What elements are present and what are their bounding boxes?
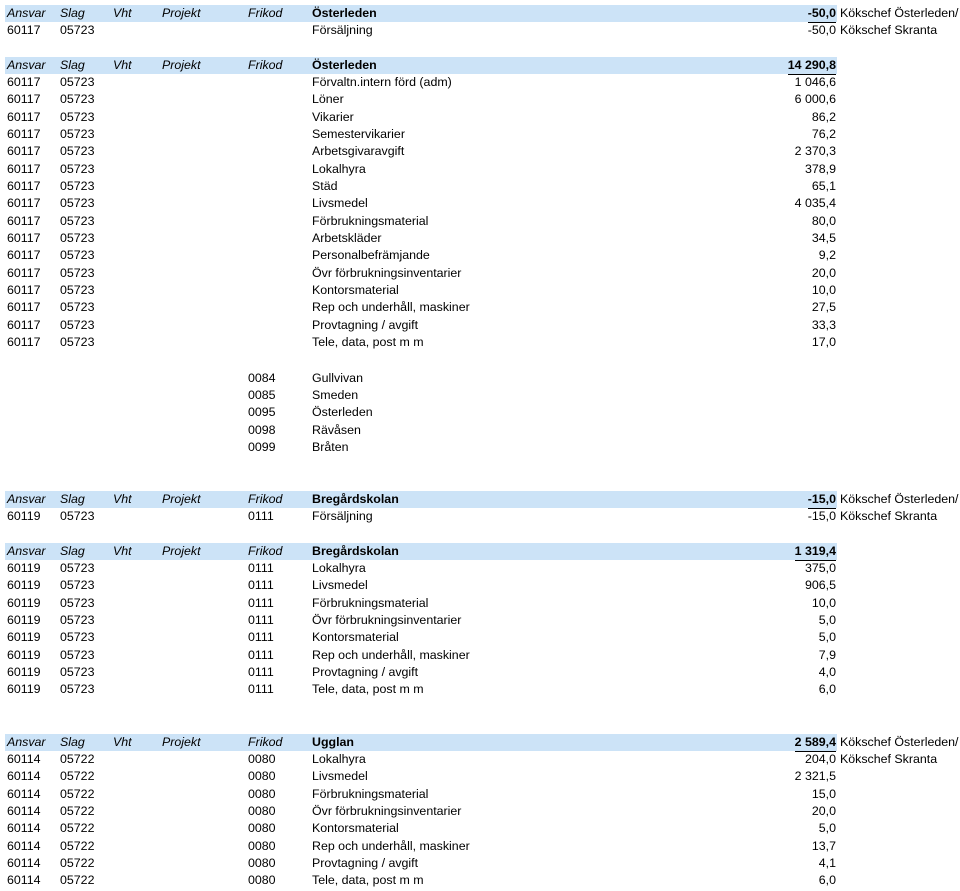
cell-belopp: 27,5	[811, 300, 836, 315]
cell-belopp: 80,0	[811, 213, 836, 228]
cell-ansvar: 60117	[7, 213, 41, 228]
table-row	[0, 247, 960, 264]
cell-konto: Förbrukningsmaterial	[312, 786, 429, 801]
table-row	[0, 195, 960, 212]
cell-belopp: 5,0	[818, 612, 836, 627]
column-header-vht: Vht	[113, 734, 132, 749]
column-header-ansvar: Ansvar	[7, 491, 46, 506]
column-header-vht: Vht	[113, 491, 132, 506]
table-row	[0, 681, 960, 698]
cell-slag: 05723	[60, 508, 95, 523]
table-row	[0, 803, 960, 820]
cell-slag: 05723	[60, 23, 95, 38]
section-note: Kökschef Österleden/	[840, 491, 959, 506]
cell-belopp: 4,0	[818, 664, 836, 679]
cell-slag: 05723	[60, 630, 95, 645]
cell-ansvar: 60117	[7, 265, 41, 280]
section-title: Österleden	[312, 57, 377, 72]
cell-ansvar: 60117	[7, 92, 41, 107]
cell-konto: Livsmedel	[312, 578, 368, 593]
table-row	[0, 178, 960, 195]
cell-konto: Lokalhyra	[312, 751, 366, 766]
cell-slag: 05723	[60, 109, 95, 124]
section-title: Bregårdskolan	[312, 491, 399, 506]
cell-slag: 05723	[60, 682, 95, 697]
project-list-item	[0, 422, 960, 439]
cell-konto: Arbetsgivaravgift	[312, 144, 405, 159]
section-total: 2 589,4	[795, 734, 836, 752]
cell-belopp: 20,0	[811, 265, 836, 280]
cell-belopp: 4 035,4	[794, 196, 836, 211]
cell-konto: Övr förbrukningsinventarier	[312, 803, 462, 818]
cell-konto: Rep och underhåll, maskiner	[312, 647, 470, 662]
cell-belopp: 5,0	[818, 821, 836, 836]
cell-konto: Provtagning / avgift	[312, 664, 419, 679]
cell-projekt: 0111	[248, 595, 274, 610]
table-row	[0, 126, 960, 143]
cell-ansvar: 60117	[7, 126, 41, 141]
cell-belopp: 34,5	[811, 231, 836, 245]
cell-ansvar: 60119	[7, 560, 41, 575]
section-title: Österleden	[312, 6, 377, 20]
section-total: 1 319,4	[795, 543, 836, 561]
cell-konto: Kontorsmaterial	[312, 283, 399, 298]
cell-konto: Provtagning / avgift	[312, 317, 419, 332]
column-header-projekt: Projekt	[162, 491, 201, 506]
cell-slag: 05723	[60, 265, 95, 280]
project-code: 0095	[248, 405, 276, 420]
project-name: Gullvivan	[312, 370, 363, 385]
table-row	[0, 786, 960, 803]
column-header-frikod: Frikod	[248, 6, 283, 20]
table-row	[0, 768, 960, 785]
cell-slag: 05723	[60, 231, 95, 245]
cell-projekt: 0080	[248, 855, 276, 870]
cell-ansvar: 60117	[7, 283, 41, 298]
cell-ansvar: 60119	[7, 647, 41, 662]
column-header-slag: Slag	[60, 6, 85, 20]
cell-projekt: 0111	[248, 630, 274, 645]
cell-konto: Förbrukningsmaterial	[312, 595, 429, 610]
cell-note: Kökschef Skranta	[840, 23, 938, 38]
cell-belopp: 6 000,6	[794, 92, 836, 107]
cell-ansvar: 60117	[7, 196, 41, 211]
cell-slag: 05722	[60, 769, 95, 784]
project-code: 0098	[248, 422, 276, 437]
project-code: 0084	[248, 370, 276, 385]
section-note: Kökschef Österleden/	[840, 6, 959, 20]
table-row	[0, 612, 960, 629]
section-total: -50,0	[808, 5, 836, 23]
cell-slag: 05723	[60, 126, 95, 141]
cell-ansvar: 60117	[7, 23, 41, 38]
cell-belopp: 13,7	[811, 838, 836, 853]
cell-slag: 05722	[60, 803, 95, 818]
cell-belopp: 2 321,5	[794, 769, 836, 784]
table-row	[0, 508, 960, 525]
cell-belopp: 375,0	[804, 560, 836, 575]
table-row	[0, 560, 960, 577]
cell-konto: Lokalhyra	[312, 560, 366, 575]
cell-ansvar: 60114	[7, 821, 41, 836]
cell-slag: 05723	[60, 300, 95, 315]
table-row	[0, 22, 960, 39]
table-row	[0, 751, 960, 768]
cell-projekt: 0111	[248, 682, 274, 697]
cell-konto: Försäljning	[312, 23, 373, 38]
cell-belopp: -50,0	[807, 23, 836, 38]
cell-belopp: -15,0	[807, 508, 836, 523]
column-header-ansvar: Ansvar	[7, 543, 46, 558]
table-row	[0, 265, 960, 282]
column-header-slag: Slag	[60, 57, 85, 72]
section-header-row	[0, 5, 960, 22]
table-row	[0, 143, 960, 160]
cell-projekt: 0111	[248, 664, 274, 679]
cell-slag: 05722	[60, 821, 95, 836]
cell-konto: Förvaltn.intern förd (adm)	[312, 74, 452, 89]
cell-slag: 05723	[60, 74, 95, 89]
table-row	[0, 855, 960, 872]
column-header-ansvar: Ansvar	[7, 734, 46, 749]
cell-konto: Försäljning	[312, 508, 373, 523]
section-header-row	[0, 543, 960, 560]
cell-konto: Rep och underhåll, maskiner	[312, 838, 470, 853]
table-row	[0, 317, 960, 334]
column-header-ansvar: Ansvar	[7, 6, 46, 20]
table-row	[0, 629, 960, 646]
cell-projekt: 0080	[248, 838, 276, 853]
cell-ansvar: 60119	[7, 682, 41, 697]
project-name: Rävåsen	[312, 422, 361, 437]
cell-ansvar: 60117	[7, 248, 41, 263]
cell-projekt: 0080	[248, 751, 276, 766]
section-header-row	[0, 491, 960, 508]
cell-belopp: 1 046,6	[794, 74, 836, 89]
table-row	[0, 282, 960, 299]
cell-slag: 05723	[60, 248, 95, 263]
table-row	[0, 74, 960, 91]
cell-ansvar: 60117	[7, 231, 41, 245]
cell-belopp: 10,0	[811, 595, 836, 610]
cell-ansvar: 60119	[7, 664, 41, 679]
section-header-row	[0, 734, 960, 751]
column-header-slag: Slag	[60, 491, 85, 506]
cell-belopp: 17,0	[811, 335, 836, 350]
cell-konto: Livsmedel	[312, 196, 368, 211]
column-header-vht: Vht	[113, 6, 132, 20]
cell-projekt: 0111	[248, 508, 274, 523]
cell-belopp: 378,9	[804, 161, 836, 176]
cell-konto: Kontorsmaterial	[312, 630, 399, 645]
cell-belopp: 5,0	[818, 630, 836, 645]
section-note: Kökschef Österleden/	[840, 734, 959, 749]
cell-projekt: 0080	[248, 873, 276, 888]
section-total: -15,0	[808, 491, 836, 509]
cell-belopp: 65,1	[811, 178, 836, 193]
table-row	[0, 161, 960, 178]
cell-slag: 05723	[60, 283, 95, 298]
cell-konto: Semestervikarier	[312, 126, 405, 141]
cell-konto: Tele, data, post m m	[312, 335, 424, 350]
table-row	[0, 334, 960, 351]
cell-konto: Tele, data, post m m	[312, 682, 424, 697]
cell-ansvar: 60114	[7, 786, 41, 801]
cell-konto: Lokalhyra	[312, 161, 366, 176]
cell-slag: 05723	[60, 560, 95, 575]
cell-ansvar: 60117	[7, 74, 41, 89]
project-list-item	[0, 387, 960, 404]
cell-konto: Rep och underhåll, maskiner	[312, 300, 470, 315]
cell-belopp: 33,3	[811, 317, 836, 332]
cell-belopp: 2 370,3	[794, 144, 836, 159]
cell-konto: Provtagning / avgift	[312, 855, 419, 870]
table-row	[0, 838, 960, 855]
cell-projekt: 0111	[248, 578, 274, 593]
cell-belopp: 76,2	[811, 126, 836, 141]
cell-belopp: 6,0	[818, 682, 836, 697]
cell-slag: 05723	[60, 317, 95, 332]
cell-konto: Tele, data, post m m	[312, 873, 424, 888]
project-name: Bråten	[312, 439, 349, 454]
cell-projekt: 0111	[248, 612, 274, 627]
cell-slag: 05723	[60, 196, 95, 211]
cell-ansvar: 60117	[7, 144, 41, 159]
cell-konto: Övr förbrukningsinventarier	[312, 612, 462, 627]
column-header-frikod: Frikod	[248, 57, 283, 72]
project-code: 0099	[248, 439, 276, 454]
cell-ansvar: 60114	[7, 855, 41, 870]
cell-ansvar: 60119	[7, 508, 41, 523]
table-row	[0, 91, 960, 108]
cell-belopp: 20,0	[811, 803, 836, 818]
cell-belopp: 6,0	[818, 873, 836, 888]
cell-projekt: 0111	[248, 647, 274, 662]
cell-ansvar: 60117	[7, 300, 41, 315]
column-header-slag: Slag	[60, 734, 85, 749]
column-header-frikod: Frikod	[248, 491, 283, 506]
cell-konto: Städ	[312, 178, 338, 193]
cell-belopp: 15,0	[811, 786, 836, 801]
column-header-projekt: Projekt	[162, 6, 201, 20]
column-header-vht: Vht	[113, 543, 132, 558]
cell-note: Kökschef Skranta	[840, 508, 938, 523]
table-row	[0, 872, 960, 889]
column-header-frikod: Frikod	[248, 543, 283, 558]
cell-ansvar: 60119	[7, 612, 41, 627]
cell-ansvar: 60119	[7, 630, 41, 645]
project-list-item	[0, 370, 960, 387]
project-code: 0085	[248, 387, 276, 402]
cell-slag: 05723	[60, 92, 95, 107]
cell-slag: 05722	[60, 751, 95, 766]
cell-slag: 05723	[60, 647, 95, 662]
column-header-vht: Vht	[113, 57, 132, 72]
table-row	[0, 647, 960, 664]
project-name: Smeden	[312, 387, 359, 402]
column-header-ansvar: Ansvar	[7, 57, 46, 72]
cell-slag: 05723	[60, 595, 95, 610]
cell-slag: 05722	[60, 838, 95, 853]
section-total: 14 290,8	[788, 57, 836, 75]
cell-slag: 05723	[60, 213, 95, 228]
cell-konto: Personalbefrämjande	[312, 248, 430, 263]
cell-slag: 05722	[60, 855, 95, 870]
cell-konto: Kontorsmaterial	[312, 821, 399, 836]
cell-ansvar: 60114	[7, 838, 41, 853]
cell-slag: 05723	[60, 144, 95, 159]
cell-belopp: 86,2	[811, 109, 836, 124]
cell-belopp: 906,5	[804, 578, 836, 593]
project-list-item	[0, 404, 960, 421]
cell-slag: 05723	[60, 578, 95, 593]
section-title: Ugglan	[312, 734, 354, 749]
cell-projekt: 0080	[248, 769, 276, 784]
cell-konto: Förbrukningsmaterial	[312, 213, 429, 228]
cell-slag: 05723	[60, 664, 95, 679]
cell-ansvar: 60114	[7, 769, 41, 784]
table-row	[0, 230, 960, 247]
cell-ansvar: 60117	[7, 335, 41, 350]
table-row	[0, 595, 960, 612]
table-row	[0, 109, 960, 126]
cell-ansvar: 60114	[7, 803, 41, 818]
table-row	[0, 577, 960, 594]
cell-ansvar: 60114	[7, 751, 41, 766]
cell-ansvar: 60114	[7, 873, 41, 888]
table-row	[0, 664, 960, 681]
cell-belopp: 9,2	[818, 248, 836, 263]
cell-konto: Arbetskläder	[312, 231, 382, 245]
cell-slag: 05723	[60, 612, 95, 627]
column-header-projekt: Projekt	[162, 543, 201, 558]
cell-ansvar: 60117	[7, 109, 41, 124]
table-row	[0, 820, 960, 837]
cell-projekt: 0111	[248, 560, 274, 575]
cell-ansvar: 60117	[7, 178, 41, 193]
table-row	[0, 299, 960, 316]
table-row	[0, 213, 960, 230]
cell-ansvar: 60117	[7, 317, 41, 332]
cell-ansvar: 60119	[7, 595, 41, 610]
column-header-frikod: Frikod	[248, 734, 283, 749]
cell-konto: Vikarier	[312, 109, 354, 124]
project-list-item	[0, 439, 960, 456]
cell-belopp: 7,9	[818, 647, 836, 662]
cell-konto: Övr förbrukningsinventarier	[312, 265, 462, 280]
cell-projekt: 0080	[248, 821, 276, 836]
section-header-row	[0, 57, 960, 74]
cell-belopp: 204,0	[804, 751, 836, 766]
cell-projekt: 0080	[248, 786, 276, 801]
cell-konto: Livsmedel	[312, 769, 368, 784]
column-header-projekt: Projekt	[162, 57, 201, 72]
column-header-slag: Slag	[60, 543, 85, 558]
cell-belopp: 10,0	[811, 283, 836, 298]
cell-slag: 05723	[60, 161, 95, 176]
section-title: Bregårdskolan	[312, 543, 399, 558]
cell-slag: 05723	[60, 335, 95, 350]
cell-slag: 05723	[60, 178, 95, 193]
cell-projekt: 0080	[248, 803, 276, 818]
cell-ansvar: 60119	[7, 578, 41, 593]
column-header-projekt: Projekt	[162, 734, 201, 749]
cell-konto: Löner	[312, 92, 344, 107]
cell-note: Kökschef Skranta	[840, 751, 938, 766]
cell-slag: 05722	[60, 786, 95, 801]
project-name: Österleden	[312, 405, 373, 420]
cell-belopp: 4,1	[818, 855, 836, 870]
cell-slag: 05722	[60, 873, 95, 888]
cell-ansvar: 60117	[7, 161, 41, 176]
